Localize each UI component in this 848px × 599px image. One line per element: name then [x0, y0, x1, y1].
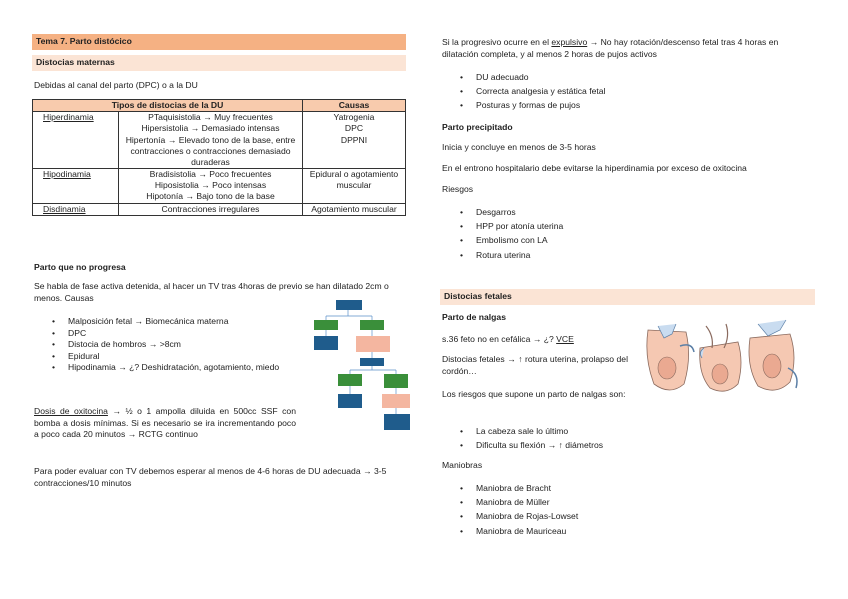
breech-figure-3: [749, 320, 797, 390]
evaluate-text: Para poder evaluar con TV debemos esperar al menos de 4-6 horas de DU adecuada → 3-5 contracciones/10 minutos: [34, 466, 387, 488]
type-item: PTaquisistolia → Muy frecuentes: [148, 112, 273, 123]
vce-label: VCE: [556, 334, 574, 344]
row-name: Hiperdinamia: [33, 112, 119, 169]
oxitocina-flowchart: [304, 298, 414, 432]
table-row: [33, 169, 406, 204]
table-row: [33, 203, 406, 215]
expulsivo-label: expulsivo: [551, 37, 588, 47]
row-name: Disdinamia: [33, 203, 119, 215]
flow-node: [356, 336, 390, 352]
row-causes: Epidural o agotamiento muscular: [303, 169, 406, 204]
maniobras-label: Maniobras: [442, 460, 483, 470]
expulsivo-pre: Si la progresivo ocurre en el: [442, 37, 552, 47]
expulsivo-text: [442, 37, 815, 60]
nalgas-text-1: [442, 334, 574, 346]
table-header-types: Tipos de distocias de la DU: [33, 100, 303, 112]
breech-figure-1: [647, 324, 694, 390]
list-item: • Dificulta su flexión → ↑ diámetros: [440, 438, 720, 452]
row-types: Contracciones irregulares: [119, 203, 303, 215]
breech-figure-2: [700, 324, 741, 391]
table-row: [33, 112, 406, 169]
nalgas-list: [440, 424, 720, 452]
nalgas-text-3: Los riesgos que supone un parto de nalgas son:: [442, 389, 626, 399]
flow-node: [384, 374, 408, 388]
flow-node: [314, 320, 338, 330]
flow-node: [360, 320, 384, 330]
precip-text-2: En el entrono hospitalario debe evitarse la hiperdinamia por exceso de oxitocina: [442, 163, 747, 173]
list-item: • Correcta analgesia y estática fetal: [440, 84, 815, 98]
oxitocina-body: → ½ o 1 ampolla diluida en 500cc SSF con bomba a dosis mínimas. Si es necesario se ira incrementando poco a poco cada 20 minutos → RCTG continuo: [34, 406, 296, 440]
table-header-causes: Causas: [303, 100, 406, 112]
cause-item: Yatrogenia: [333, 112, 375, 123]
list-item: • Maniobra de Müller: [440, 495, 720, 509]
list-item: • Embolismo con LA: [440, 233, 815, 247]
flow-node: [360, 358, 384, 366]
section-distocias-maternas: Distocias maternas: [32, 55, 406, 71]
riesgos-list: [440, 205, 815, 262]
type-item: Bradisistolia → Poco frecuentes: [149, 169, 272, 180]
list-item: • DPC: [32, 328, 294, 340]
type-item: Hipertonía → Elevado tono de la base, entre contracciones o contracciones demasiado duraderas: [125, 134, 296, 167]
precip-text-1: Inicia y concluye en menos de 3-5 horas: [442, 142, 596, 152]
row-causes: [303, 112, 406, 169]
precip-title: Parto precipitado: [442, 122, 513, 132]
row-name: Hipodinamia: [33, 169, 119, 204]
breech-maneuver-illustration: [640, 318, 804, 398]
intro-text: Debidas al canal del parto (DPC) o a la DU: [34, 80, 198, 90]
flow-node: [338, 374, 362, 386]
list-item: • Maniobra de Mauriceau: [440, 524, 720, 538]
type-item: Hiposistolia → Poco intensas: [154, 180, 267, 191]
row-causes: Agotamiento muscular: [303, 203, 406, 215]
du-table: [32, 99, 406, 216]
list-item: • Distocia de hombros → >8cm: [32, 339, 294, 351]
oxitocina-text: [34, 406, 296, 441]
flow-node: [384, 414, 410, 430]
flow-node: [338, 394, 362, 408]
expulsivo-list: [440, 70, 815, 113]
riesgos-label: Riesgos: [442, 184, 474, 194]
row-types: [119, 112, 303, 169]
progress-title: Parto que no progresa: [34, 262, 126, 272]
breech-drawings: [640, 318, 804, 398]
causes-list: [32, 316, 294, 374]
flow-node: [382, 394, 410, 408]
list-item: • Posturas y formas de pujos: [440, 98, 815, 112]
cause-item: DPPNI: [340, 134, 368, 145]
type-item: Hipersistolia → Demasiado intensas: [141, 123, 280, 134]
nalgas-title: Parto de nalgas: [442, 312, 506, 322]
row-types: [119, 169, 303, 204]
nalgas-text-2: Distocias fetales → ↑ rotura uterina, prolapso del cordón…: [442, 354, 628, 376]
section-distocias-fetales: Distocias fetales: [440, 289, 815, 305]
list-item: • Rotura uterina: [440, 248, 815, 262]
cause-item: DPC: [344, 123, 364, 134]
list-item: • Epidural: [32, 351, 294, 363]
flow-node: [336, 300, 362, 310]
list-item: • HPP por atonía uterina: [440, 219, 815, 233]
progress-text: Se habla de fase activa detenida, al hacer un TV tras 4horas de previo se han dilatado 2cm o menos. Causas: [34, 281, 389, 303]
nalgas-text-1-pre: s.36 feto no en cefálica → ¿?: [442, 334, 557, 344]
list-item: • Maniobra de Bracht: [440, 481, 720, 495]
maniobras-list: [440, 481, 720, 538]
topic-title: Tema 7. Parto distócico: [32, 34, 406, 50]
flow-node: [314, 336, 338, 350]
list-item: • La cabeza sale lo último: [440, 424, 720, 438]
list-item: • Hipodinamia → ¿? Deshidratación, agotamiento, miedo: [32, 362, 294, 374]
list-item: • Maniobra de Rojas-Lowset: [440, 509, 720, 523]
oxitocina-label: Dosis de oxitocina: [34, 406, 108, 416]
type-item: Hipotonía → Bajo tono de la base: [146, 191, 275, 202]
list-item: • DU adecuado: [440, 70, 815, 84]
expulsivo-post: → No hay rotación/descenso fetal tras 4 horas en dilatación completa, y al menos 2 horas de pujos activos: [442, 37, 779, 59]
list-item: • Desgarros: [440, 205, 815, 219]
flowchart-connectors: [304, 298, 414, 432]
list-item: • Malposición fetal → Biomecánica materna: [32, 316, 294, 328]
